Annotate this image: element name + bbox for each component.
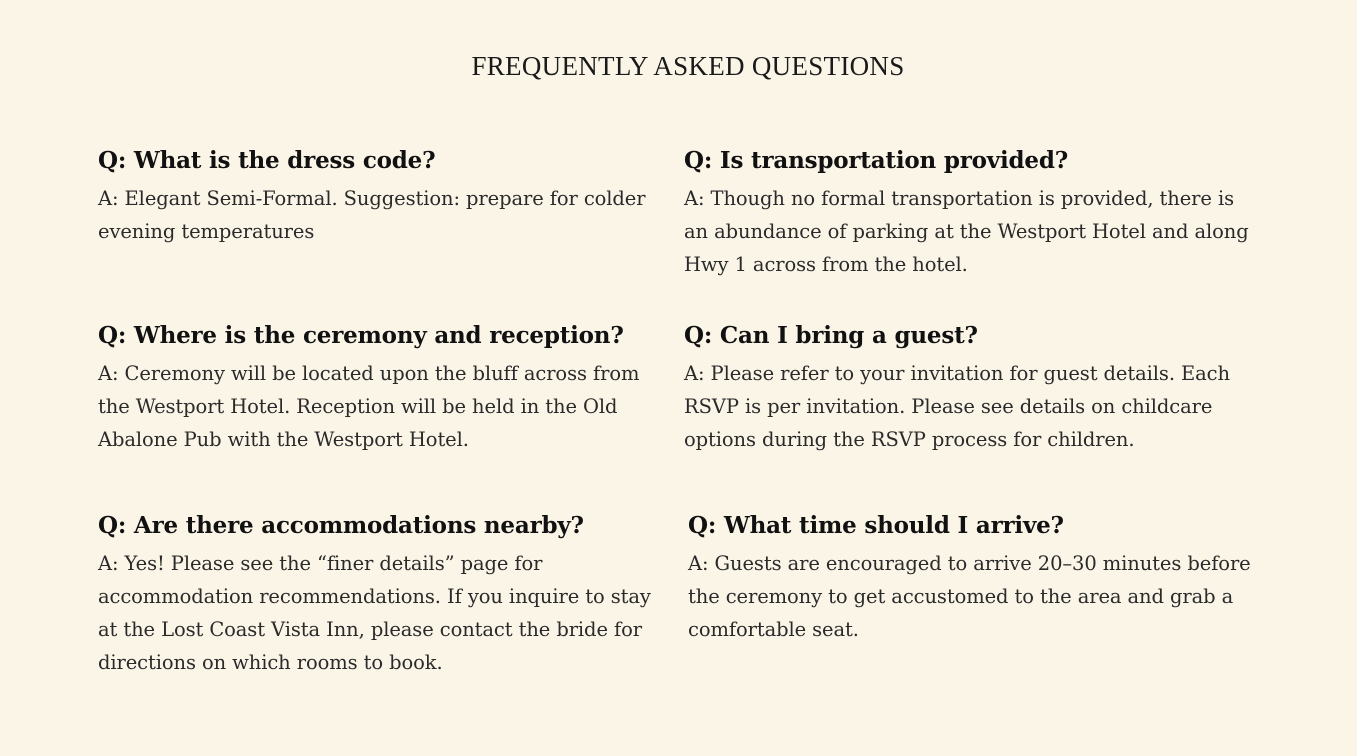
faq-question: Q: Where is the ceremony and reception?	[98, 322, 624, 349]
faq-item-dress-code	[98, 146, 658, 248]
faq-question: Q: What is the dress code?	[98, 147, 436, 174]
faq-question: Q: Are there accommodations nearby?	[98, 512, 584, 539]
faq-answer: A: Guests are encouraged to arrive 20–30 minutes before the ceremony to get accustomed to the area and grab a comfortable seat.	[688, 552, 1251, 641]
faq-item-arrival-time	[688, 511, 1263, 646]
faq-item-transportation	[684, 146, 1264, 281]
faq-answer: A: Though no formal transportation is provided, there is an abundance of parking at the Westport Hotel and along Hwy 1 across from the hotel.	[684, 187, 1249, 276]
faq-item-accommodations	[98, 511, 658, 679]
faq-answer: A: Yes! Please see the “finer details” page for accommodation recommendations. If you inquire to stay at the Lost Coast Vista Inn, please contact the bride for directions on which rooms to book.	[98, 552, 651, 674]
page-title: FREQUENTLY ASKED QUESTIONS	[471, 51, 905, 81]
faq-answer: A: Elegant Semi-Formal. Suggestion: prepare for colder evening temperatures	[98, 187, 646, 243]
faq-question: Q: Is transportation provided?	[684, 147, 1068, 174]
faq-question: Q: Can I bring a guest?	[684, 322, 978, 349]
faq-answer: A: Please refer to your invitation for guest details. Each RSVP is per invitation. Please see details on childcare options during the RSVP process for children.	[684, 362, 1230, 451]
faq-item-guest	[684, 321, 1254, 456]
faq-answer: A: Ceremony will be located upon the bluff across from the Westport Hotel. Reception will be held in the Old Abalone Pub with the Westport Hotel.	[98, 362, 640, 451]
faq-item-ceremony-location	[98, 321, 668, 456]
faq-question: Q: What time should I arrive?	[688, 512, 1064, 539]
